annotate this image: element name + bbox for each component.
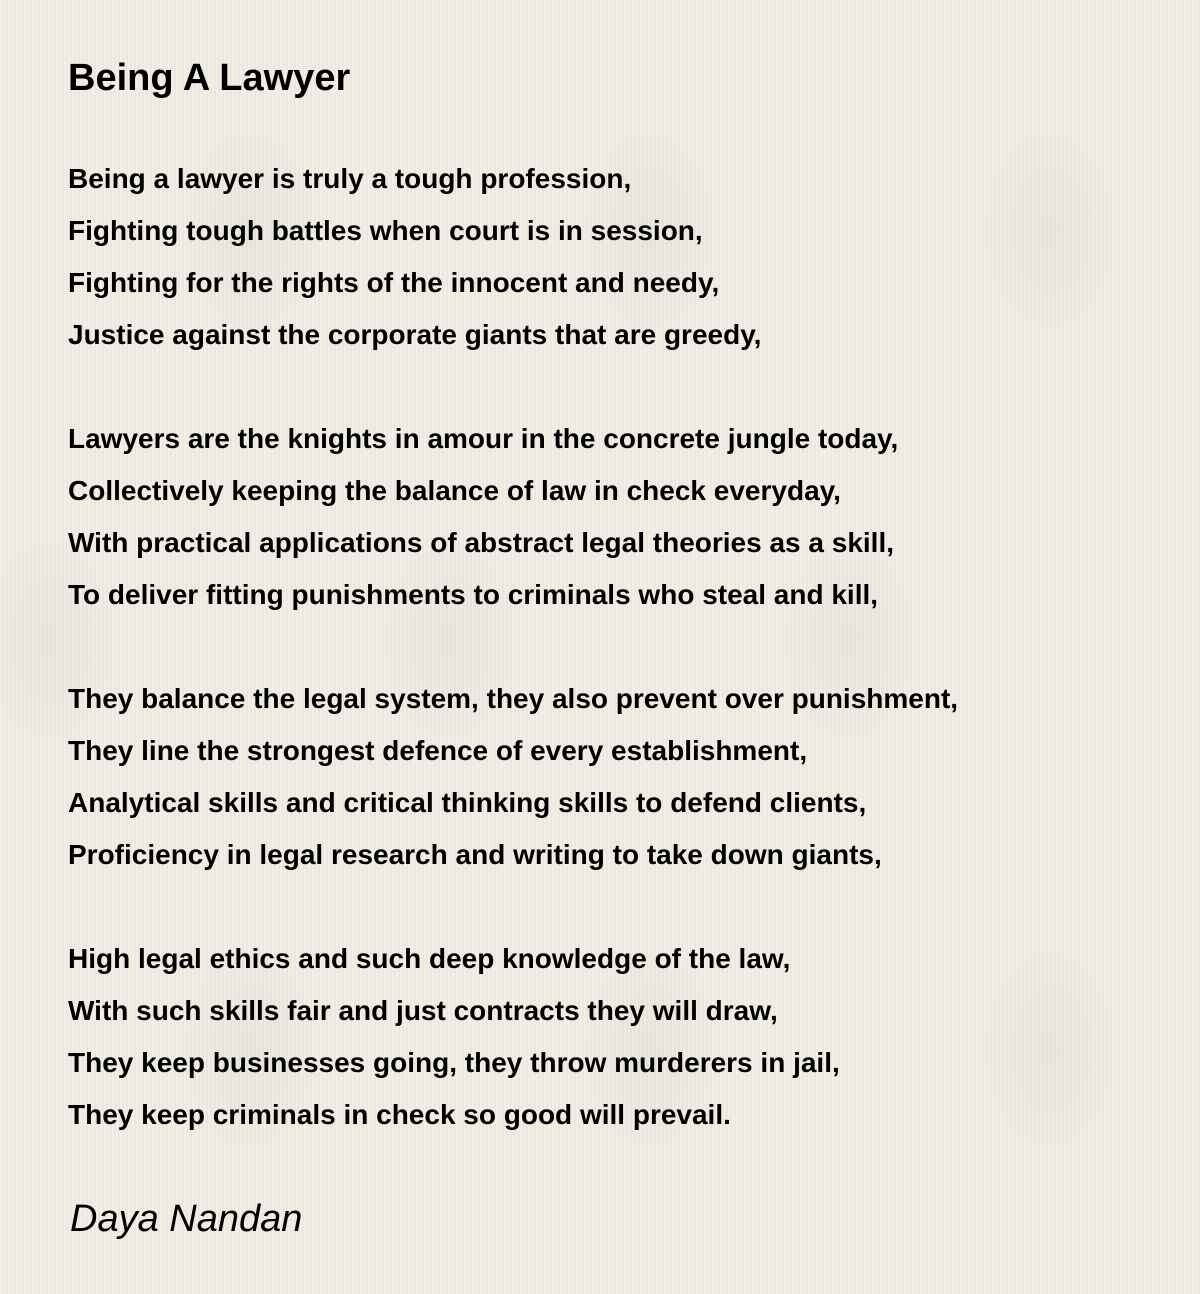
poem-line: Fighting tough battles when court is in session, bbox=[68, 215, 703, 246]
poem-line: Analytical skills and critical thinking skills to defend clients, bbox=[68, 787, 867, 818]
poem-line: High legal ethics and such deep knowledge of the law, bbox=[68, 943, 791, 974]
poem-title: Being A Lawyer bbox=[68, 57, 351, 99]
poem-line: Proficiency in legal research and writing to take down giants, bbox=[68, 839, 882, 870]
poem-line: Justice against the corporate giants that are greedy, bbox=[68, 319, 762, 350]
poem-line: They balance the legal system, they also prevent over punishment, bbox=[68, 683, 959, 714]
poem-author: Daya Nandan bbox=[70, 1198, 303, 1240]
poem-line: With practical applications of abstract legal theories as a skill, bbox=[68, 527, 895, 558]
stanza-4 bbox=[68, 933, 1168, 1141]
poem-line: They keep criminals in check so good will prevail. bbox=[68, 1099, 731, 1130]
poem-body bbox=[68, 153, 1168, 1141]
poem-line: To deliver fitting punishments to criminals who steal and kill, bbox=[68, 579, 879, 610]
poem-page bbox=[68, 55, 1168, 1245]
poem-line: Fighting for the rights of the innocent and needy, bbox=[68, 267, 720, 298]
stanza-2 bbox=[68, 413, 1168, 621]
stanza-1 bbox=[68, 153, 1168, 361]
poem-line: Lawyers are the knights in amour in the concrete jungle today, bbox=[68, 423, 899, 454]
poem-line: With such skills fair and just contracts they will draw, bbox=[68, 995, 778, 1026]
poem-line: They line the strongest defence of every establishment, bbox=[68, 735, 808, 766]
stanza-3 bbox=[68, 673, 1168, 881]
poem-line: Being a lawyer is truly a tough profession, bbox=[68, 163, 632, 194]
poem-line: They keep businesses going, they throw murderers in jail, bbox=[68, 1047, 840, 1078]
poem-line: Collectively keeping the balance of law in check everyday, bbox=[68, 475, 841, 506]
